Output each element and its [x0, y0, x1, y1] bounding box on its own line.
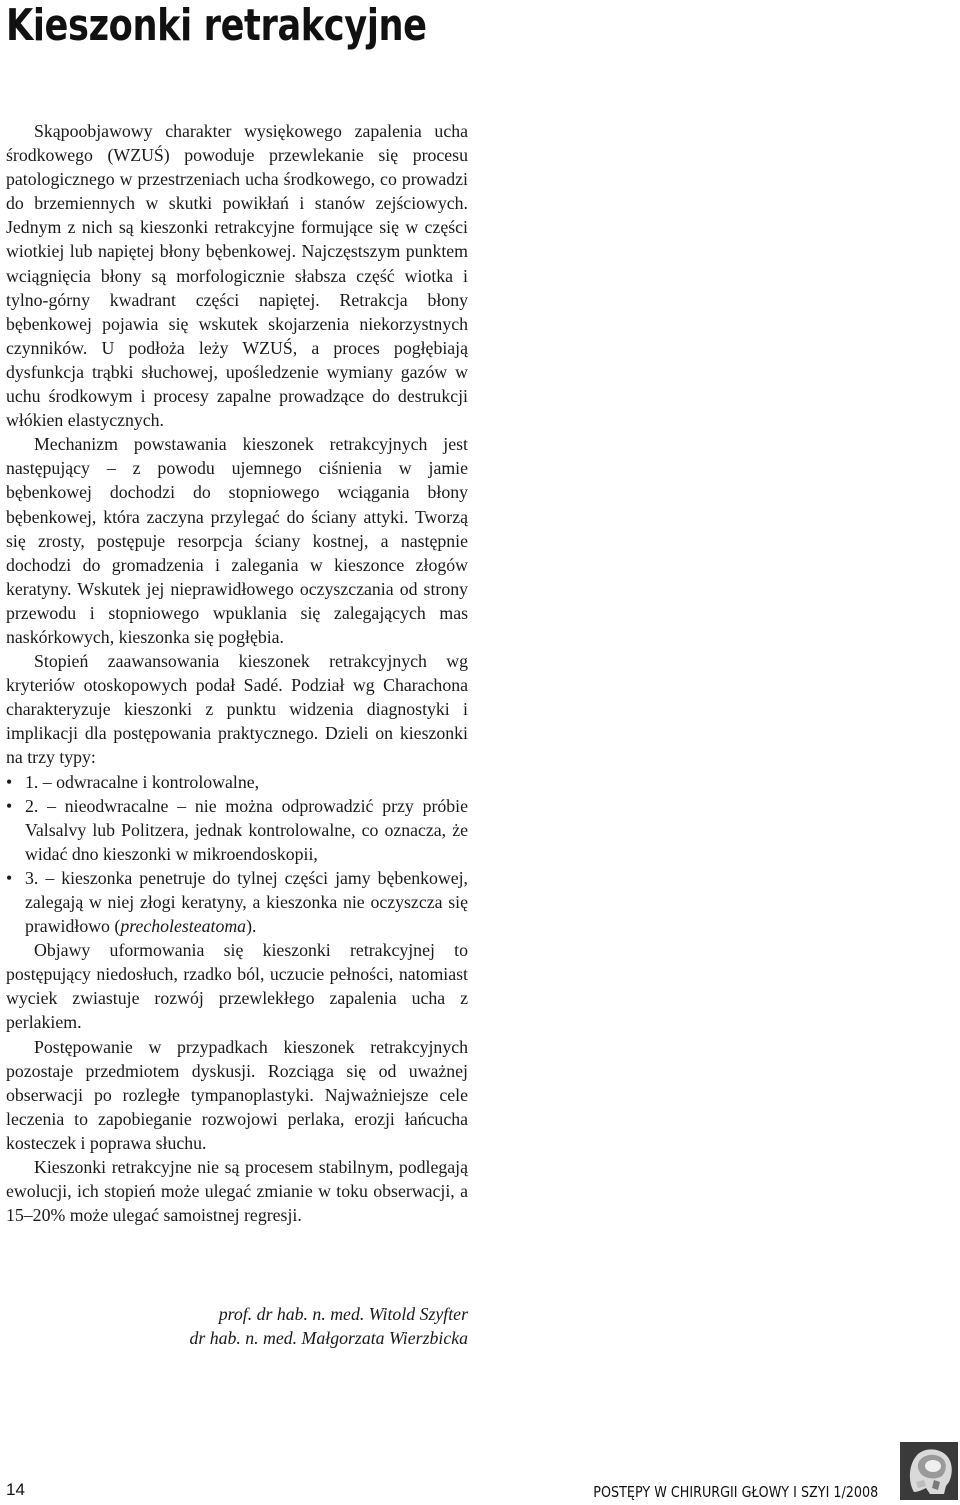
list-item-text-end: ).: [246, 916, 257, 937]
list-item-text: 3. – kieszonka penetruje do tylnej części jamy bębenkowej, zalegają w niej złogi keratyny, a kieszonka nie oczyszcza się prawidłowo (: [25, 867, 468, 937]
author-name: prof. dr hab. n. med. Witold Szyfter: [218, 1304, 468, 1324]
bullet: •: [6, 867, 13, 888]
paragraph-intro: Skąpoobjawowy charakter wysiękowego zapalenia ucha środkowego (WZUŚ) powoduje przewlekanie się procesu patologicznego w przestrzeniach ucha środkowego, co prowadzi do brzemiennych w skutki powikłań i stanów zejściowych. Jednym z nich są kieszonki retrakcyjne formujące się w części wiotkiej lub napiętej błony bębenkowej. Najczęstszym punktem wciągnięcia błony są morfologicznie słabsza część wiotka i tylno-górny kwadrant części napiętej. Retrakcja błony bębenkowej pojawia się wskutek skojarzenia niekorzystnych czynników. U podłoża leży WZUŚ, a proces pogłębiają dysfunkcja trąbki słuchowej, upośledzenie wymiany gazów w uchu środkowym i procesy zapalne prowadzące do destrukcji włókien elastycznych.: [6, 121, 468, 431]
page-title: Kieszonki retrakcyjne: [6, 0, 427, 51]
list-item-text: 1. – odwracalne i kontrolowalne,: [25, 771, 260, 792]
article-body: [6, 119, 468, 1227]
list-item: [6, 770, 468, 794]
journal-name: POSTĘPY W CHIRURGII GŁOWY I SZYI 1/2008: [593, 1483, 878, 1501]
list-item-text: 2. – nieodwracalne – nie można odprowadzić przy próbie Valsalvy lub Politzera, jednak kontrolowalne, co oznacza, że widać dno kieszonki w mikroendoskopii,: [25, 795, 468, 864]
paragraph-classification: Stopień zaawansowania kieszonek retrakcyjnych wg kryteriów otoskopowych podał Sadé. Podział wg Charachona charakteryzuje kieszonki z punktu widzenia diagnostyki i implikacji dla postępowania praktycznego. Dzieli on kieszonki na trzy typy:: [6, 651, 468, 768]
author-signatures: [189, 1302, 468, 1350]
paragraph-treatment: Postępowanie w przypadkach kieszonek retrakcyjnych pozostaje przedmiotem dyskusji. Rozciąga się od uważnej obserwacji po rozległe tympanoplastyki. Najważniejsze cele leczenia to zapobieganie rozwojowi perlaka, erozji łańcucha kosteczek i poprawa słuchu.: [6, 1036, 468, 1153]
list-item-term: precholesteatoma: [120, 916, 247, 937]
paragraph-mechanism: Mechanizm powstawania kieszonek retrakcyjnych jest następujący – z powodu ujemnego ciśnienia w jamie bębenkowej dochodzi do stopniowego wciągania błony bębenkowej, która zaczyna przylegać do ściany attyki. Tworzą się zrosty, postępuje resorpcja ściany kostnej, a następnie dochodzi do gromadzenia i zalegania w kieszonce złogów keratyny. Wskutek jej nieprawidłowego oczyszczania od strony przewodu i stopniowego wpuklania się zalegających mas naskórkowych, kieszonka się pogłębia.: [6, 434, 468, 647]
bullet: •: [6, 771, 13, 792]
skull-xray-logo-icon: [900, 1442, 958, 1500]
pocket-types-list: [6, 770, 468, 939]
bullet: •: [6, 795, 13, 816]
paragraph-conclusion: Kieszonki retrakcyjne nie są procesem stabilnym, podlegają ewolucji, ich stopień może ulegać zmianie w toku obserwacji, a 15–20% może ulegać samoistnej regresji.: [6, 1157, 468, 1226]
list-item: [6, 794, 468, 866]
list-item: [6, 866, 468, 938]
page-number: 14: [6, 1480, 25, 1499]
author-name: dr hab. n. med. Małgorzata Wierzbicka: [189, 1328, 468, 1348]
paragraph-symptoms: Objawy uformowania się kieszonki retrakcyjnej to postępujący niedosłuch, rzadko ból, uczucie pełności, natomiast wyciek zwiastuje rozwój przewlekłego zapalenia ucha z perlakiem.: [6, 940, 468, 1033]
